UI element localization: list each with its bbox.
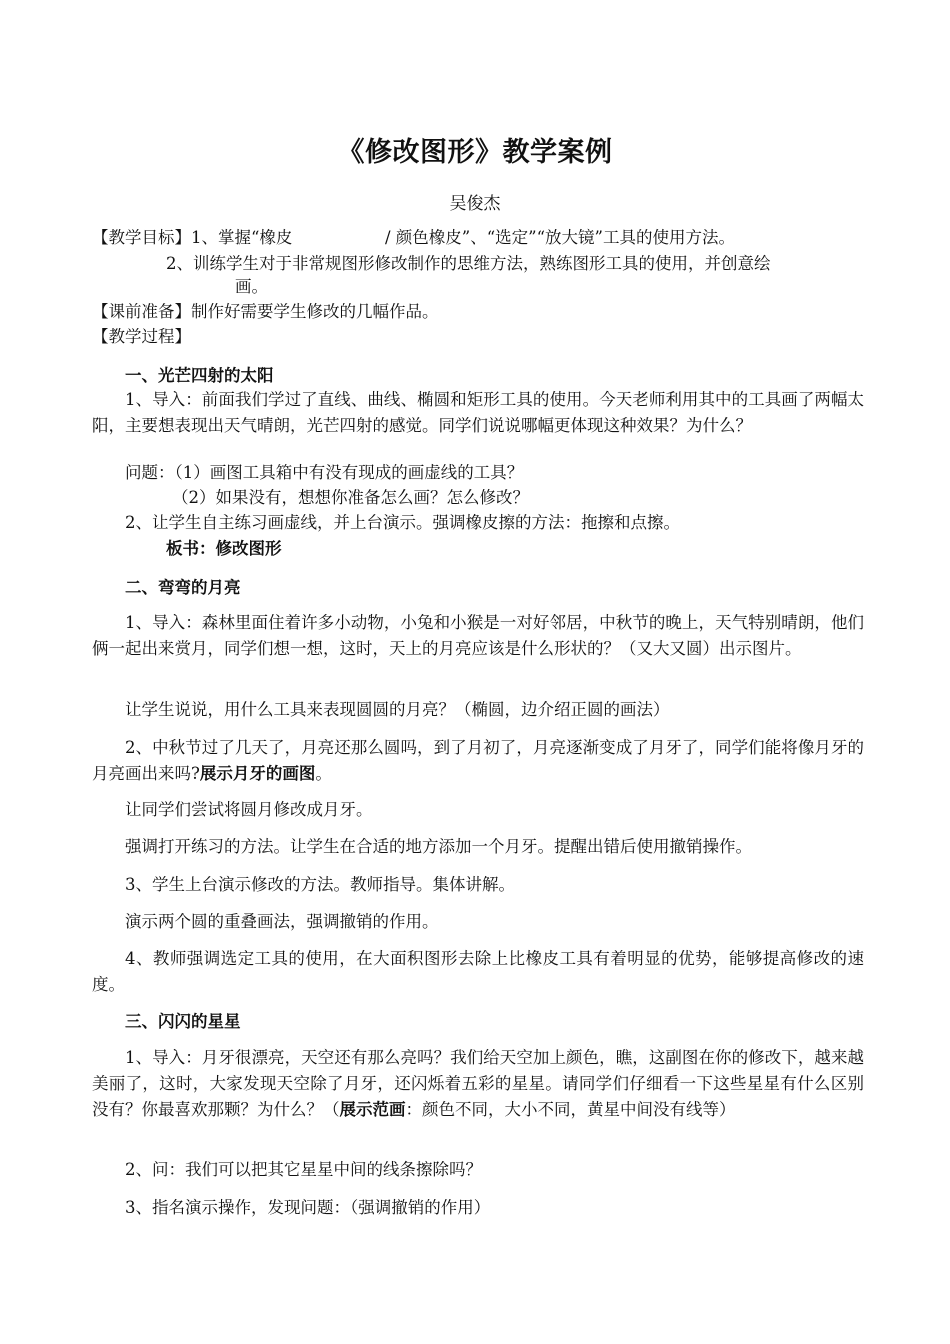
section-2-para-5: 强调打开练习的方法。让学生在合适的地方添加一个月牙。提醒出错后使用撤销操作。 <box>125 837 752 856</box>
section-1-question-2: （2）如果没有，想想你准备怎么画？怎么修改？ <box>172 488 529 507</box>
section-3-para-2: 2、问：我们可以把其它星星中间的线条擦除吗？ <box>125 1160 482 1179</box>
prep-text: 制作好需要学生修改的几幅作品。 <box>191 302 439 321</box>
objectives-item2-b: 画。 <box>235 277 268 296</box>
section-1-board: 板书：修改图形 <box>166 539 282 558</box>
section-1-question-1: 问题：（1）画图工具箱中有没有现成的画虚线的工具？ <box>125 463 524 482</box>
section-2-heading: 二、弯弯的月亮 <box>125 578 241 597</box>
section-3-para-1-emphasis: 展示范画 <box>339 1100 406 1119</box>
section-2-para-3-emphasis: 展示月牙的画图 <box>199 764 316 783</box>
objectives-item1-a: 1、掌握“橡皮 <box>191 228 293 247</box>
document-author: 吴俊杰 <box>449 194 501 214</box>
section-3-heading: 三、闪闪的星星 <box>125 1012 241 1031</box>
section-1-para-1: 1、导入：前面我们学过了直线、曲线、椭圆和矩形工具的使用。今天老师利用其中的工具画了两幅太阳，主要想表现出天气晴朗，光芒四射的感觉。同学们说说哪幅更体现这种效果？为什么？ <box>92 390 864 435</box>
section-2-para-3 <box>92 735 864 787</box>
objectives-item1-b: / 颜色橡皮”、“选定”“放大镜”工具的使用方法。 <box>385 228 735 247</box>
section-2-para-3-end: 。 <box>315 764 332 783</box>
section-2-para-1: 1、导入：森林里面住着许多小动物，小兔和小猴是一对好邻居，中秋节的晚上，天气特别晴朗，他们俩一起出来赏月，同学们想一想，这时，天上的月亮应该是什么形状的？（又大又圆）出示图片。 <box>92 613 864 658</box>
prep-line <box>92 300 439 324</box>
section-3-para-1-text: 1、导入：月牙很漂亮，天空还有那么亮吗？我们给天空加上颜色，瞧，这副图在你的修改下，越来越美丽了，这时，大家发现天空除了月牙，还闪烁着五彩的星星。请同学们仔细看一下这些星星有什么区别没有？你最喜欢那颗？为什么？（ <box>92 1048 864 1119</box>
section-2-para-2: 让学生说说，用什么工具来表现圆圆的月亮？（椭圆，边介绍正圆的画法） <box>125 700 670 719</box>
objectives-line-1 <box>92 226 292 250</box>
process-label: 【教学过程】 <box>92 327 191 346</box>
section-2-para-7: 演示两个圆的重叠画法，强调撤销的作用。 <box>125 912 439 931</box>
section-2-para-3-text: 2、中秋节过了几天了，月亮还那么圆吗，到了月初了，月亮逐渐变成了月牙了，同学们能将像月牙的月亮画出来吗? <box>92 738 864 783</box>
section-1-para-2: 2、让学生自主练习画虚线，并上台演示。强调橡皮擦的方法：拖擦和点擦。 <box>125 513 680 532</box>
objectives-label: 【教学目标】 <box>92 228 191 247</box>
section-3-para-1 <box>92 1045 864 1123</box>
section-2-para-6: 3、学生上台演示修改的方法。教师指导。集体讲解。 <box>125 875 515 894</box>
section-2-para-4: 让同学们尝试将圆月修改成月牙。 <box>125 800 373 819</box>
section-3-para-3: 3、指名演示操作，发现问题：（强调撤销的作用） <box>125 1198 491 1217</box>
prep-label: 【课前准备】 <box>92 302 191 321</box>
document-title: 《修改图形》教学案例 <box>337 137 613 168</box>
objectives-item2-a: 2、训练学生对于非常规图形修改制作的思维方法，熟练图形工具的使用，并创意绘 <box>166 254 771 273</box>
section-3-para-1-end: ：颜色不同，大小不同，黄星中间没有线等） <box>405 1100 736 1119</box>
section-1-heading: 一、光芒四射的太阳 <box>125 366 274 385</box>
section-2-para-8: 4、教师强调选定工具的使用，在大面积图形去除上比橡皮工具有着明显的优势，能够提高修改的速度。 <box>92 949 864 994</box>
